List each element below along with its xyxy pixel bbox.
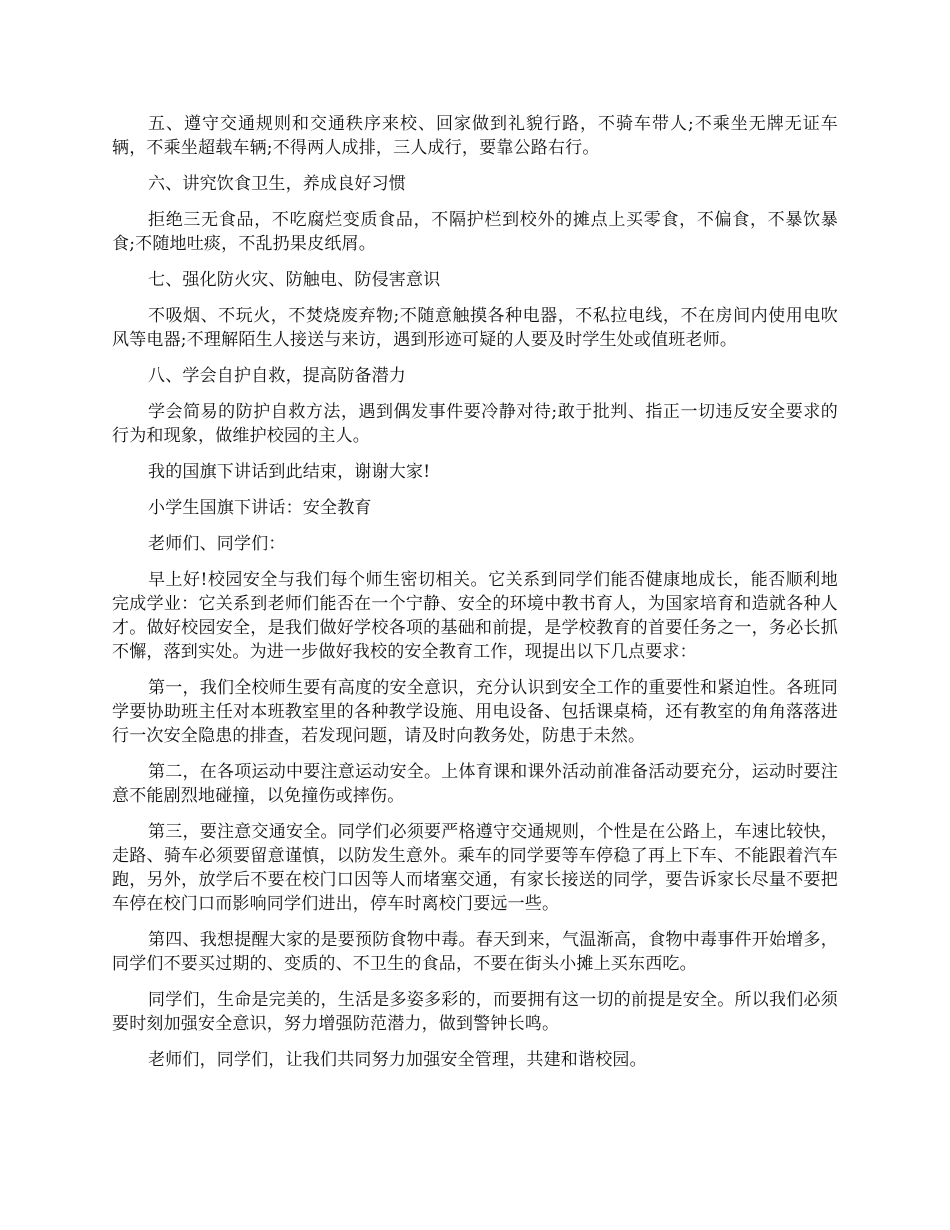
paragraph-point-four: 第四、我想提醒大家的是要预防食物中毒。春天到来，气温渐高，食物中毒事件开始增多，同学们不要买过期的、变质的、不卫生的食品，不要在街头小摊上买东西吃。: [112, 930, 838, 974]
speech-greeting: 老师们、同学们：: [148, 534, 286, 554]
paragraph-point-one: 第一，我们全校师生要有高度的安全意识，充分认识到安全工作的重要性和紧迫性。各班同学要协助班主任对本班教室里的各种教学设施、用电设备、包括课桌椅，还有教室的角角落落进行一次安全隐患的排查，若发现问题，请及时向教务处，防患于未然。: [112, 678, 838, 746]
paragraph-rule-five: 五、遵守交通规则和交通秩序来校、回家做到礼貌行路，不骑车带人;不乘坐无牌无证车辆，不乘坐超载车辆;不得两人成排，三人成行，要靠公路右行。: [112, 114, 838, 158]
paragraph-summary: 同学们，生命是完美的，生活是多姿多彩的，而要拥有这一切的前提是安全。所以我们必须要时刻加强安全意识，努力增强防范潜力，做到警钟长鸣。: [112, 990, 838, 1034]
heading-rule-seven: 七、强化防火灾、防触电、防侵害意识: [148, 270, 441, 290]
heading-rule-eight: 八、学会自护自救，提高防备潜力: [148, 366, 406, 386]
speech-title: 小学生国旗下讲话：安全教育: [148, 498, 372, 518]
paragraph-speech-closing: 我的国旗下讲话到此结束，谢谢大家!: [148, 462, 431, 482]
paragraph-introduction: 早上好!校园安全与我们每个师生密切相关。它关系到同学们能否健康地成长，能否顺利地完成学业：它关系到老师们能否在一个宁静、安全的环境中教书育人，为国家培育和造就各种人才。做好校园安全，是我们做好学校各项的基础和前提，是学校教育的首要任务之一，务必长抓不懈，落到实处。为进一步做好我校的安全教育工作，现提出以下几点要求：: [112, 570, 838, 662]
heading-rule-six: 六、讲究饮食卫生，养成良好习惯: [148, 174, 406, 194]
paragraph-point-three: 第三，要注意交通安全。同学们必须要严格遵守交通规则，个性是在公路上，车速比较快，走路、骑车必须要留意谨慎，以防发生意外。乘车的同学要等车停稳了再上下车、不能跟着汽车跑，另外，放学后不要在校门口因等人而堵塞交通，有家长接送的同学，要告诉家长尽量不要把车停在校门口而影响同学们进出，停车时离校门要远一些。: [112, 822, 838, 914]
paragraph-point-two: 第二，在各项运动中要注意运动安全。上体育课和课外活动前准备活动要充分，运动时要注意不能剧烈地碰撞，以免撞伤或摔伤。: [112, 762, 838, 806]
paragraph-food-hygiene: 拒绝三无食品，不吃腐烂变质食品，不隔护栏到校外的摊点上买零食，不偏食，不暴饮暴食;不随地吐痰，不乱扔果皮纸屑。: [112, 210, 838, 254]
paragraph-final: 老师们，同学们，让我们共同努力加强安全管理，共建和谐校园。: [148, 1050, 647, 1070]
paragraph-self-rescue: 学会简易的防护自救方法，遇到偶发事件要冷静对待;敢于批判、指正一切违反安全要求的行为和现象，做维护校园的主人。: [112, 402, 838, 446]
paragraph-fire-electric-safety: 不吸烟、不玩火，不焚烧废弃物;不随意触摸各种电器，不私拉电线，不在房间内使用电吹风等电器;不理解陌生人接送与来访，遇到形迹可疑的人要及时学生处或值班老师。: [112, 306, 838, 350]
